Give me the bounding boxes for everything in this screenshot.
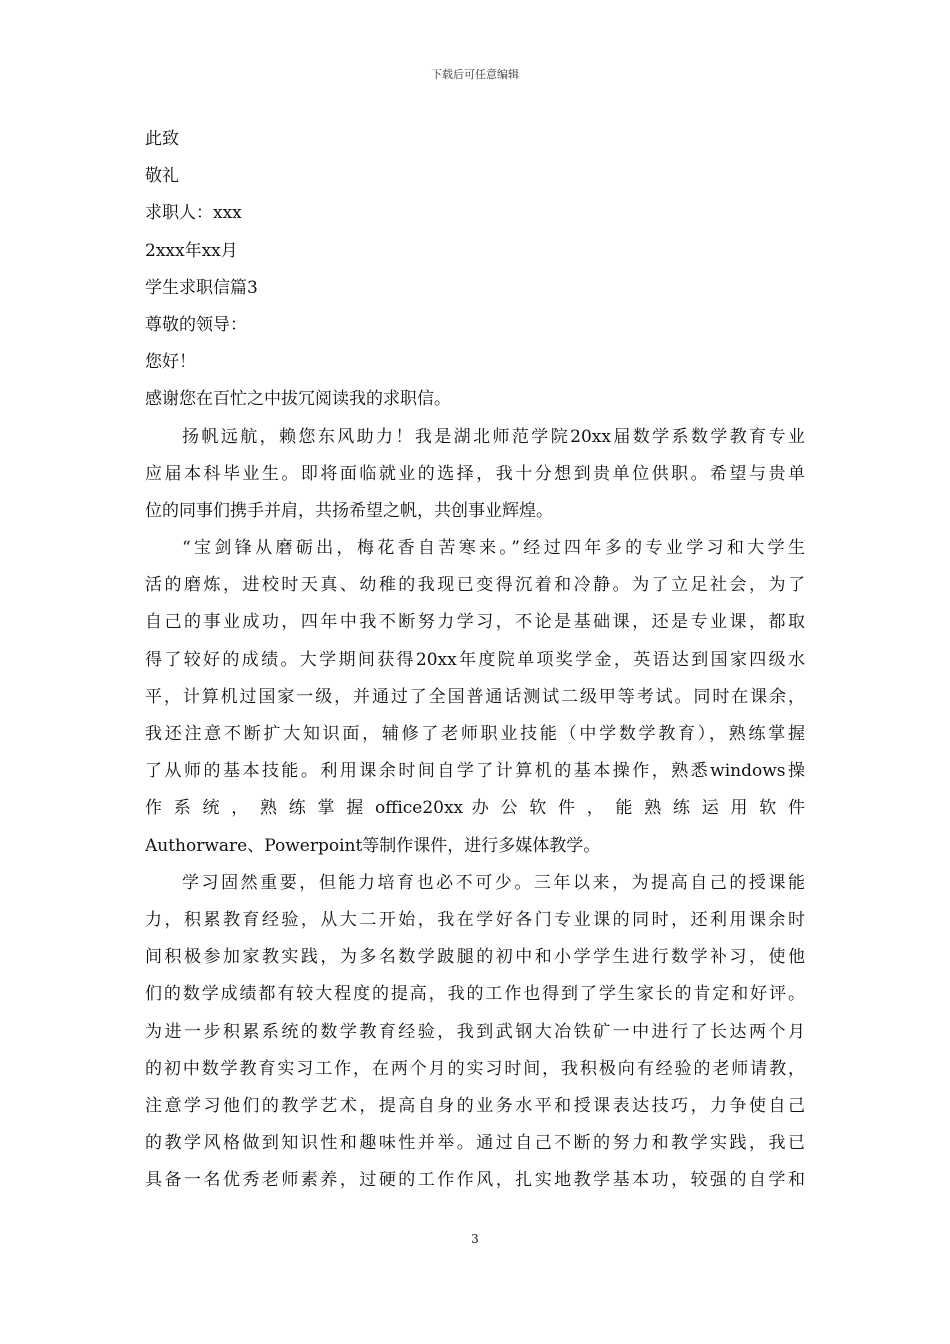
page-header: 下载后可任意编辑 [431,68,519,81]
greeting: 您好！ [145,352,196,373]
paragraph-line: 得了较好的成绩。大学期间获得20xx年度院单项奖学金，英语达到国家四级水 [145,649,805,670]
paragraph-line: 应届本科毕业生。即将面临就业的选择，我十分想到贵单位供职。希望与贵单 [145,463,805,484]
page-number: 3 [471,1232,479,1246]
section-title: 学生求职信篇3 [145,277,258,298]
paragraph-3 [145,865,805,1200]
text-line: 此致 [145,129,179,149]
paragraph-line: 位的同事们携手并肩，共扬希望之帆，共创事业辉煌。 [145,500,553,521]
paragraph-line: 学习固然重要，但能力培育也必不可少。三年以来，为提高自己的授课能 [182,872,805,893]
paragraph-line: 平，计算机过国家一级，并通过了全国普通话测试二级甲等考试。同时在课余， [145,686,805,707]
paragraph-line: 自己的事业成功，四年中我不断努力学习，不论是基础课，还是专业课，都取 [145,612,805,633]
text-line: 感谢您在百忙之中拔冗阅读我的求职信。 [145,389,451,410]
text-line: 求职人：xxx [145,203,242,224]
paragraph-line: 活的磨炼，进校时天真、幼稚的我现已变得沉着和冷静。为了立足社会，为了 [145,575,805,596]
paragraph-line: 具备一名优秀老师素养，过硬的工作作风，扎实地教学基本功，较强的自学和 [145,1170,805,1191]
paragraph-line: 的初中数学教育实习工作，在两个月的实习时间，我积极向有经验的老师请教， [145,1058,805,1079]
paragraph-line: 作 系 统 ， 熟 练 掌 握 office20xx 办 公 软 件 ， 能 熟 练 运 用 软 件 [145,798,805,819]
document-body [145,121,805,1199]
paragraph-line: 注意学习他们的教学艺术，提高自身的业务水平和授课表达技巧，力争使自己 [145,1095,805,1116]
text-line: 敬礼 [145,166,179,187]
paragraph-1 [145,419,805,531]
salutation: 尊敬的领导： [145,314,247,335]
paragraph-2 [145,530,805,865]
paragraph-line: 了从师的基本技能。利用课余时间自学了计算机的基本操作，熟悉windows操 [145,761,805,782]
paragraph-line: “宝剑锋从磨砺出，梅花香自苦寒来。”经过四年多的专业学习和大学生 [182,538,805,559]
paragraph-line: 力，积累教育经验，从大二开始，我在学好各门专业课的同时，还利用课余时 [145,909,805,930]
text-line: 2xxx年xx月 [145,240,238,261]
paragraph-line: 间积极参加家教实践，为多名数学跛腿的初中和小学学生进行数学补习，使他 [145,947,805,968]
paragraph-line: 我还注意不断扩大知识面，辅修了老师职业技能（中学数学教育），熟练掌握 [145,724,805,744]
paragraph-line: 扬帆远航，赖您东风助力！我是湖北师范学院20xx届数学系数学教育专业 [182,426,805,447]
paragraph-line: 为进一步积累系统的数学教育经验，我到武钢大冶铁矿一中进行了长达两个月 [145,1021,805,1042]
paragraph-line: 们的数学成绩都有较大程度的提高，我的工作也得到了学生家长的肯定和好评。 [145,984,805,1005]
paragraph-line: Authorware、Powerpoint等制作课件，进行多媒体教学。 [145,835,601,856]
paragraph-line: 的教学风格做到知识性和趣味性并举。通过自己不断的努力和教学实践，我已 [145,1133,805,1154]
